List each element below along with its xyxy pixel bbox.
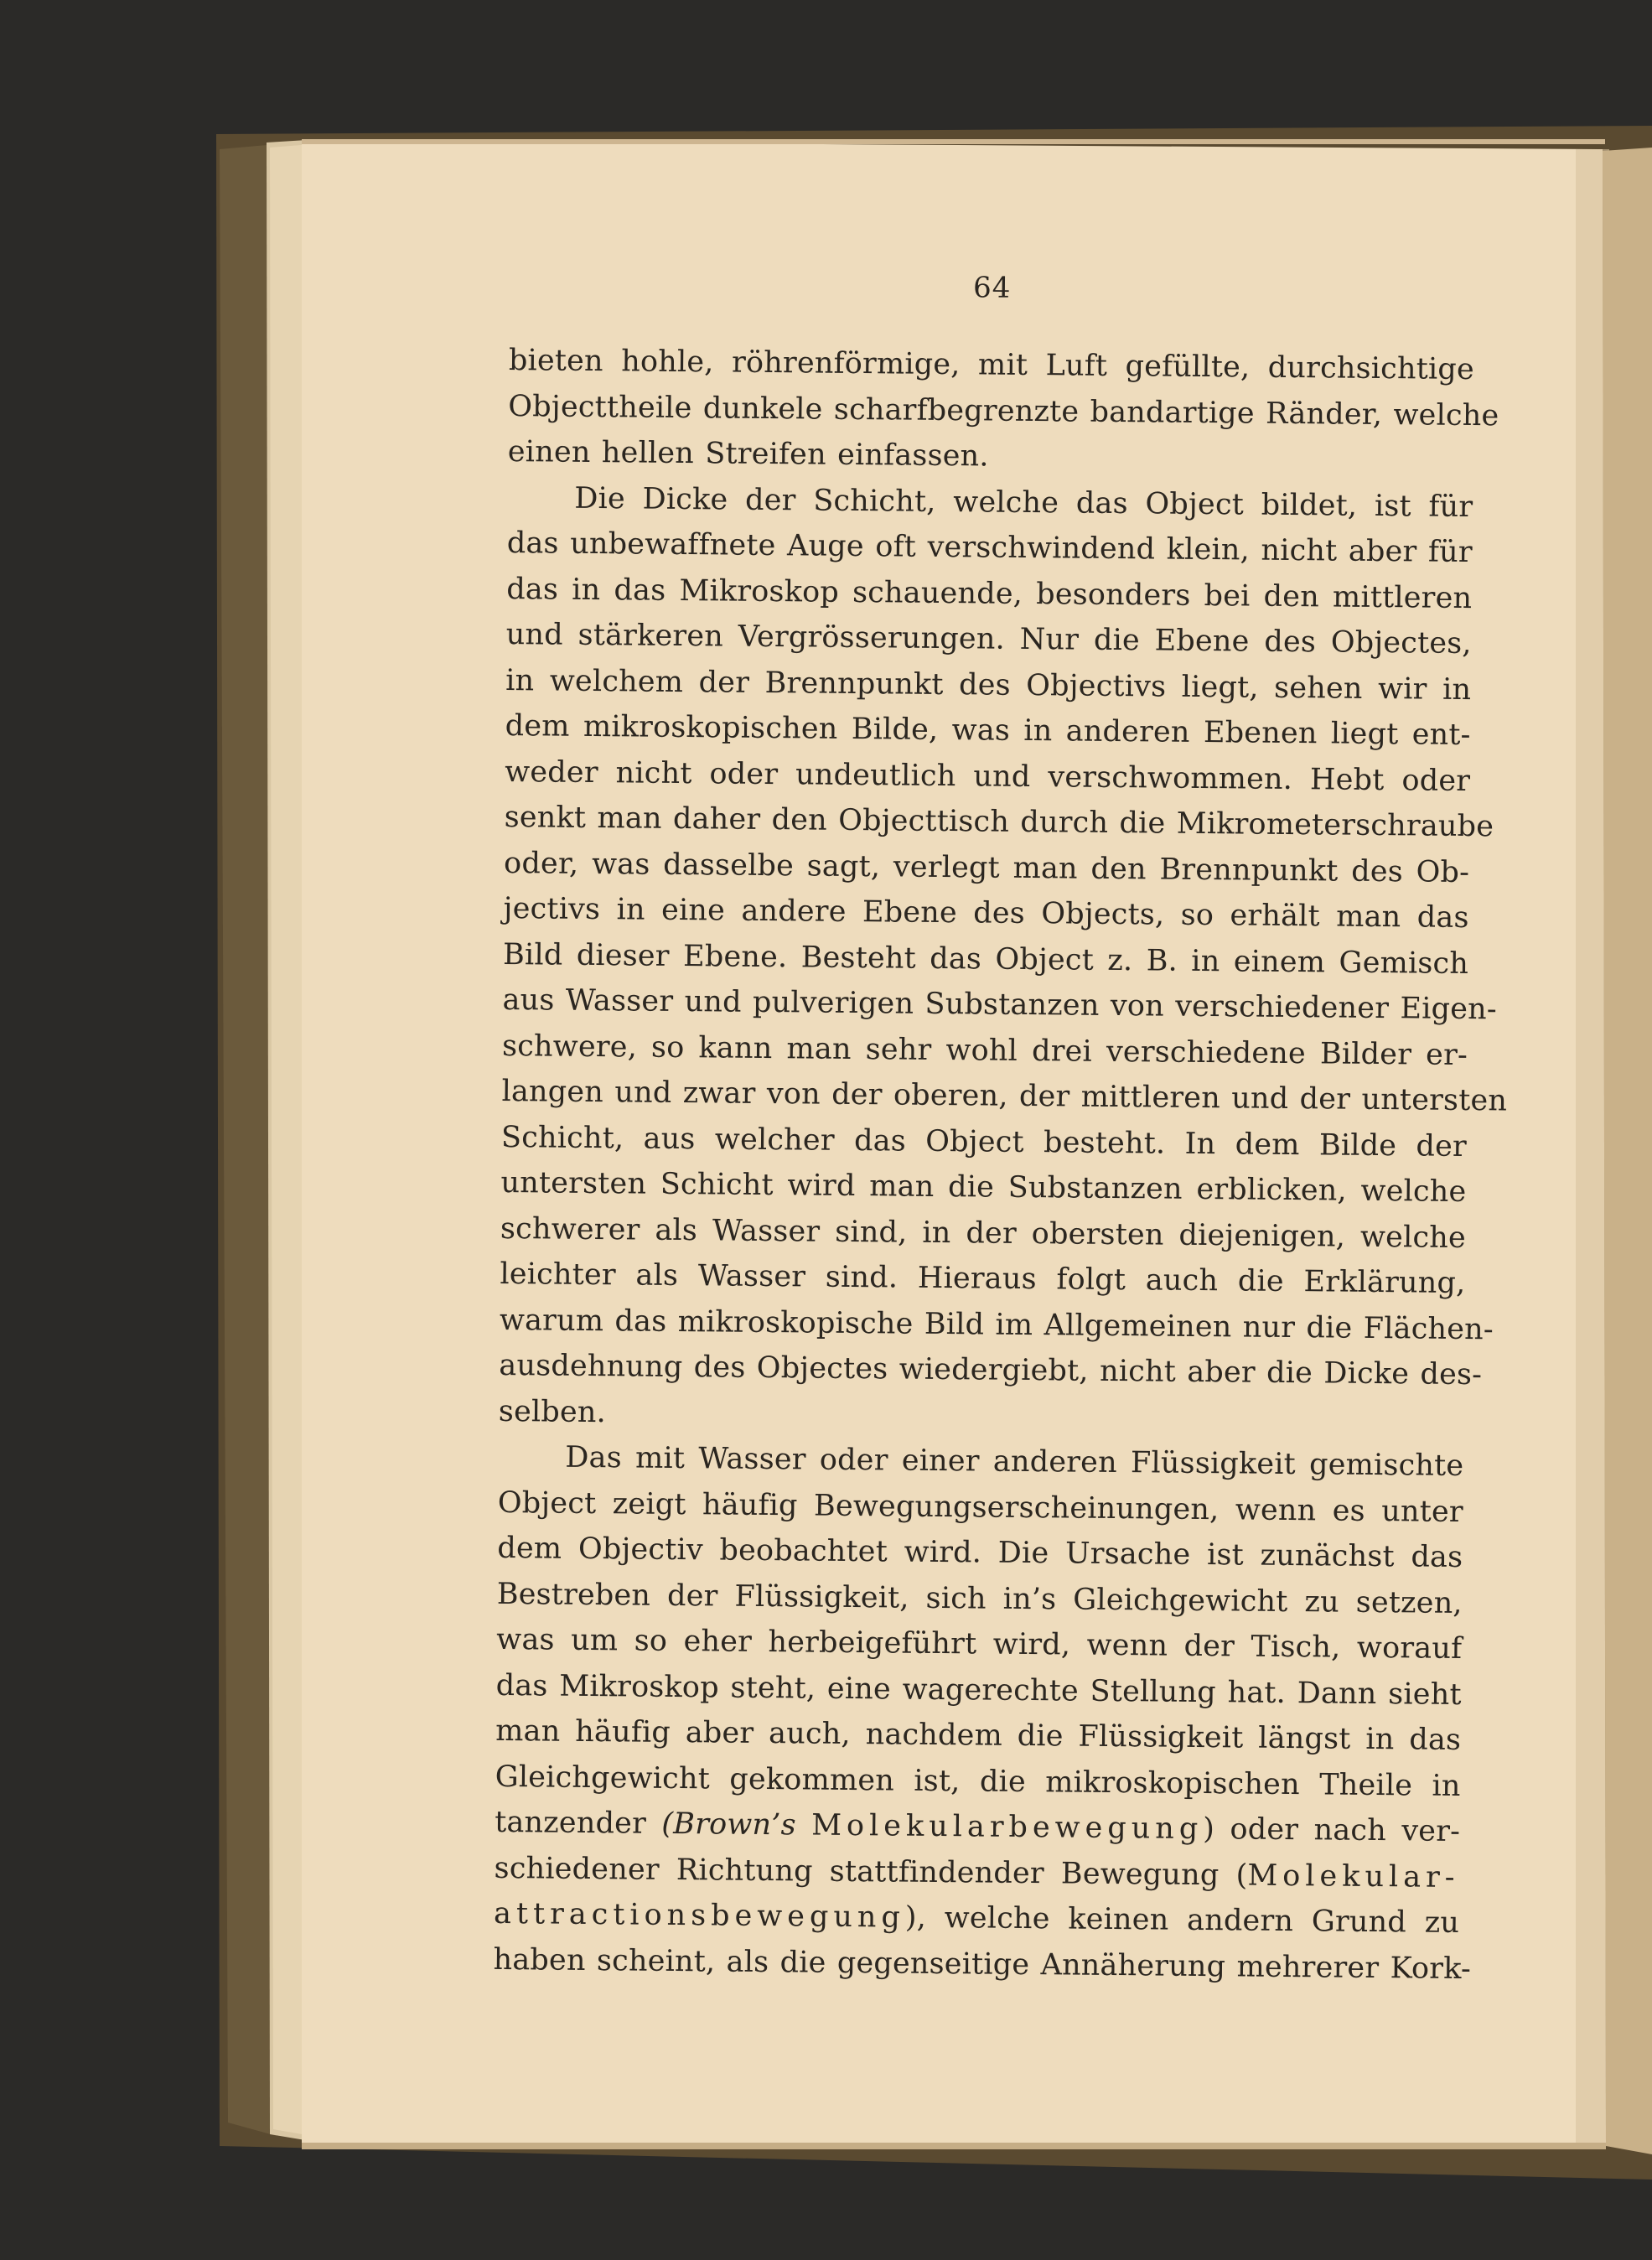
text-line: aus Wasser und pulverigen Substanzen von verschiedener Eigen- [502, 982, 1498, 1027]
text-line: Die Dicke der Schicht, welche das Object bildet, ist für [574, 481, 1473, 524]
text-line: das unbewaffnete Auge oft verschwindend klein, nicht aber für [506, 526, 1473, 570]
text-segment: tanzender [494, 1805, 647, 1841]
text-line: ausdehnung des Objectes wiedergiebt, nicht aber die Dicke des- [499, 1348, 1483, 1392]
text-line: senkt man daher den Objecttisch durch die Mikrometerschraube [504, 800, 1494, 844]
text-line: jectivs in eine andere Ebene des Objects, so erhält man das [503, 891, 1469, 936]
text-line: haben scheint, als die gegenseitige Annäherung mehrerer Kork- [493, 1942, 1472, 1986]
text-line: bieten hohle, röhrenförmige, mit Luft gefüllte, durchsichtige [508, 343, 1475, 387]
spaced-term: attractionsbewegung [493, 1896, 906, 1935]
page-text-block [493, 267, 1508, 1992]
italic-name: (Brown’s [661, 1806, 796, 1843]
text-line: schwere, so kann man sehr wohl drei verschiedene Bilder er- [501, 1029, 1468, 1072]
text-segment: ), welche keinen andern Grund zu [904, 1900, 1460, 1940]
spaced-term: Molekular- [1247, 1858, 1460, 1895]
text-line: selben. [498, 1394, 607, 1429]
text-line: oder, was dasselbe sagt, verlegt man den Brennpunkt des Ob- [503, 846, 1470, 889]
text-line: das Mikroskop steht, eine wagerechte Stellung hat. Dann sieht [495, 1668, 1462, 1712]
text-line: Schicht, aus welcher das Object besteht. In dem Bilde der [500, 1120, 1468, 1164]
text-line: man häufig aber auch, nachdem die Flüssigkeit längst in das [495, 1713, 1462, 1757]
text-line: langen und zwar von der oberen, der mittleren und der untersten [501, 1074, 1508, 1118]
text-line: einen hellen Streifen einfassen. [507, 434, 989, 474]
text-line: dem mikroskopischen Bilde, was in anderen Ebenen liegt ent- [505, 708, 1471, 753]
text-line: Das mit Wasser oder einer anderen Flüssigkeit gemischte [565, 1440, 1464, 1483]
paragraph-3 [493, 1434, 1472, 1992]
text-line: Object zeigt häufig Bewegungserscheinungen, wenn es unter [497, 1485, 1463, 1529]
paragraph-1 [507, 338, 1499, 485]
text-line: und stärkeren Vergrösserungen. Nur die Ebene des Objectes, [505, 617, 1472, 661]
text-segment: schiedener Richtung stattfindender Bewegung ( [494, 1851, 1248, 1893]
paragraph-2 [498, 474, 1508, 1444]
text-line: Gleichgewicht gekommen ist, die mikroskopischen Theile in [495, 1760, 1461, 1803]
text-line: das in das Mikroskop schauende, besonders bei den mittleren [506, 572, 1473, 615]
text-line: schwerer als Wasser sind, in der obersten diejenigen, welche [500, 1211, 1467, 1255]
page-number: 64 [972, 271, 1012, 305]
text-line: was um so eher herbeigeführt wird, wenn der Tisch, worauf [496, 1622, 1463, 1666]
text-segment: ) oder nach ver- [1203, 1812, 1461, 1848]
text-line: Bestreben der Flüssigkeit, sich in’s Gleichgewicht zu setzen, [496, 1577, 1463, 1620]
text-line: weder nicht oder undeutlich und verschwommen. Hebt oder [505, 754, 1471, 798]
text-line: dem Objectiv beobachtet wird. Die Ursache ist zunächst das [497, 1531, 1463, 1574]
text-line: Bild dieser Ebene. Besteht das Object z. B. in einem Gemisch [502, 937, 1469, 981]
spaced-term: Molekularbewegung [810, 1808, 1204, 1847]
text-line: Objecttheile dunkele scharfbegrenzte bandartige Ränder, welche [508, 389, 1499, 433]
text-line: in welchem der Brennpunkt des Objectivs liegt, sehen wir in [505, 663, 1472, 707]
text-line: warum das mikroskopische Bild im Allgemeinen nur die Flächen- [499, 1303, 1494, 1346]
text-line: untersten Schicht wird man die Substanzen erblicken, welche [500, 1165, 1467, 1210]
text-line: leichter als Wasser sind. Hieraus folgt auch die Erklärung, [500, 1257, 1466, 1301]
